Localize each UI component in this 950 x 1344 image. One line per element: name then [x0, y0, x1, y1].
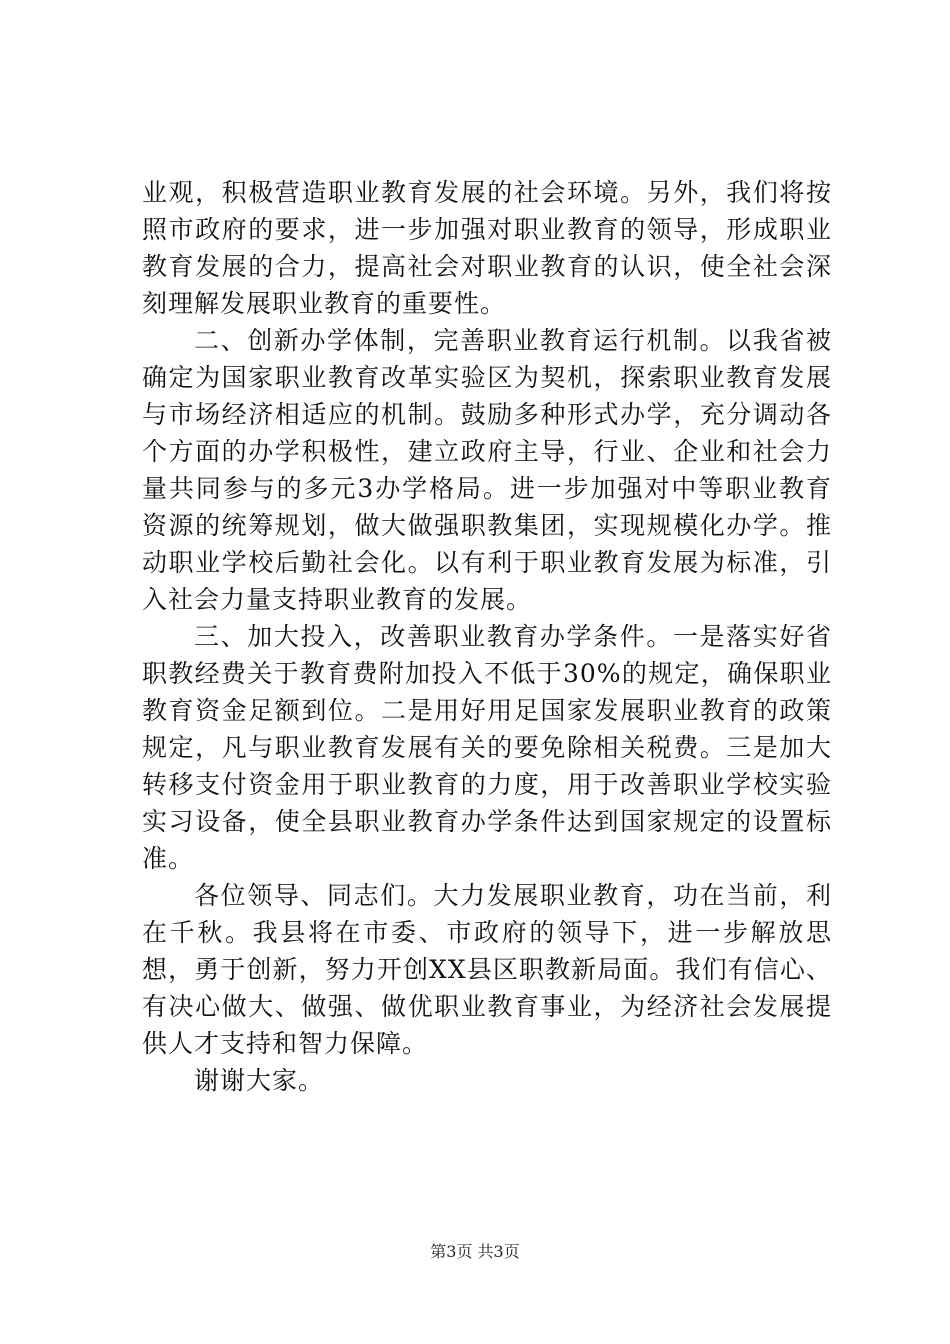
paragraph-continuation: 业观，积极营造职业教育发展的社会环境。另外，我们将按照市政府的要求，进一步加强对职业教育的领导，形成职业教育发展的合力，提高社会对职业教育的认识，使全社会深刻理解发展职业教育的重要性。	[142, 178, 832, 318]
document-body	[142, 174, 832, 1099]
page-number: 第3页 共3页	[430, 1242, 520, 1261]
paragraph-section-two: 二、创新办学体制，完善职业教育运行机制。以我省被确定为国家职业教育改革实验区为契机，探索职业教育发展与市场经济相适应的机制。鼓励多种形式办学，充分调动各个方面的办学积极性，建立政府主导，行业、企业和社会力量共同参与的多元3办学格局。进一步加强对中等职业教育资源的统筹规划，做大做强职教集团，实现规模化办学。推动职业学校后勤社会化。以有利于职业教育发展为标准，引入社会力量支持职业教育的发展。	[142, 326, 832, 614]
paragraph-closing-remarks: 各位领导、同志们。大力发展职业教育，功在当前，利在千秋。我县将在市委、市政府的领导下，进一步解放思想，勇于创新，努力开创XX县区职教新局面。我们有信心、有决心做大、做强、做优职业教育事业，为经济社会发展提供人才支持和智力保障。	[142, 881, 832, 1058]
page-footer	[0, 1242, 950, 1262]
paragraph-section-three: 三、加大投入，改善职业教育办学条件。一是落实好省职教经费关于教育费附加投入不低于30%的规定，确保职业教育资金足额到位。二是用好用足国家发展职业教育的政策规定，凡与职业教育发展有关的要免除相关税费。三是加大转移支付资金用于职业教育的力度，用于改善职业学校实验实习设备，使全县职业教育办学条件达到国家规定的设置标准。	[142, 622, 832, 873]
paragraph-thanks: 谢谢大家。	[194, 1066, 325, 1095]
